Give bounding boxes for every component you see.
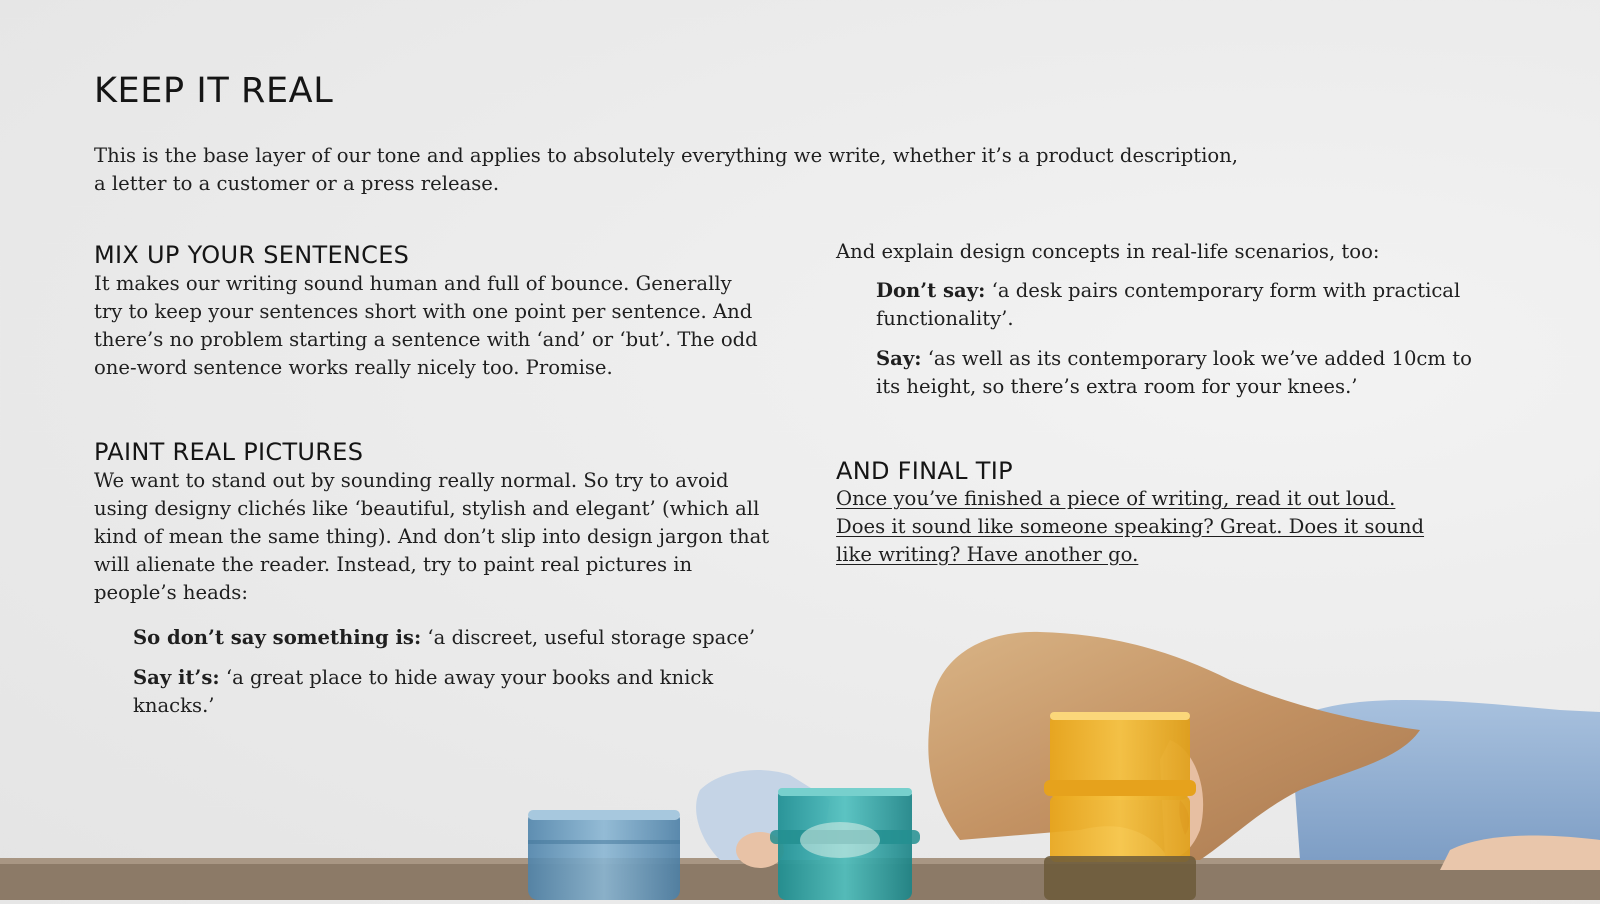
page-title: KEEP IT REAL [94,71,334,111]
paint-body: We want to stand out by sounding really normal. So try to avoid using designy clichés like ‘beautiful, stylish and elegant’ (which all kind of mean the same thing). And don’t slip into design jargon that will alienate the reader. Instead, try to paint real pictures in people’s heads: [94,469,770,604]
yellow-glass-icon [1044,712,1196,900]
blue-glass-icon [528,810,680,900]
explain-example-1-text: ‘a desk pairs contemporary form with practical functionality’. [876,279,1461,330]
paint-example-2 [133,664,745,720]
paint-example-1-text: ‘a discreet, useful storage space’ [421,626,756,649]
explain-example-2 [876,345,1496,401]
final-body: Once you’ve finished a piece of writing, read it out loud. Does it sound like someone speaking? Great. Does it sound like writing? Have another go. [836,487,1425,566]
paint-heading: PAINT REAL PICTURES [94,438,364,466]
explain-example-2-text: ‘as well as its contemporary look we’ve added 10cm to its height, so there’s extra room for your knees.’ [876,347,1472,398]
intro-paragraph: This is the base layer of our tone and applies to absolutely everything we write, whether it’s a product description, a letter to a customer or a press release. [94,144,1239,195]
mix-body: It makes our writing sound human and full of bounce. Generally try to keep your sentences short with one point per sentence. And there’s no problem starting a sentence with ‘and’ or ‘but’. The odd one-word sentence works really nicely too. Promise. [94,272,758,379]
explain-example-1-label: Don’t say: [876,279,986,302]
explain-intro: And explain design concepts in real-life scenarios, too: [836,240,1380,263]
explain-example-2-label: Say: [876,347,922,370]
paint-example-2-label: Say it’s: [133,666,220,689]
mix-heading: MIX UP YOUR SENTENCES [94,241,410,269]
paint-example-1 [133,624,793,652]
teal-glass-icon [770,788,920,900]
final-heading: AND FINAL TIP [836,457,1013,485]
paint-example-2-text: ‘a great place to hide away your books and knick knacks.’ [133,666,714,717]
paint-example-1-label: So don’t say something is: [133,626,422,649]
explain-example-1 [876,277,1496,333]
